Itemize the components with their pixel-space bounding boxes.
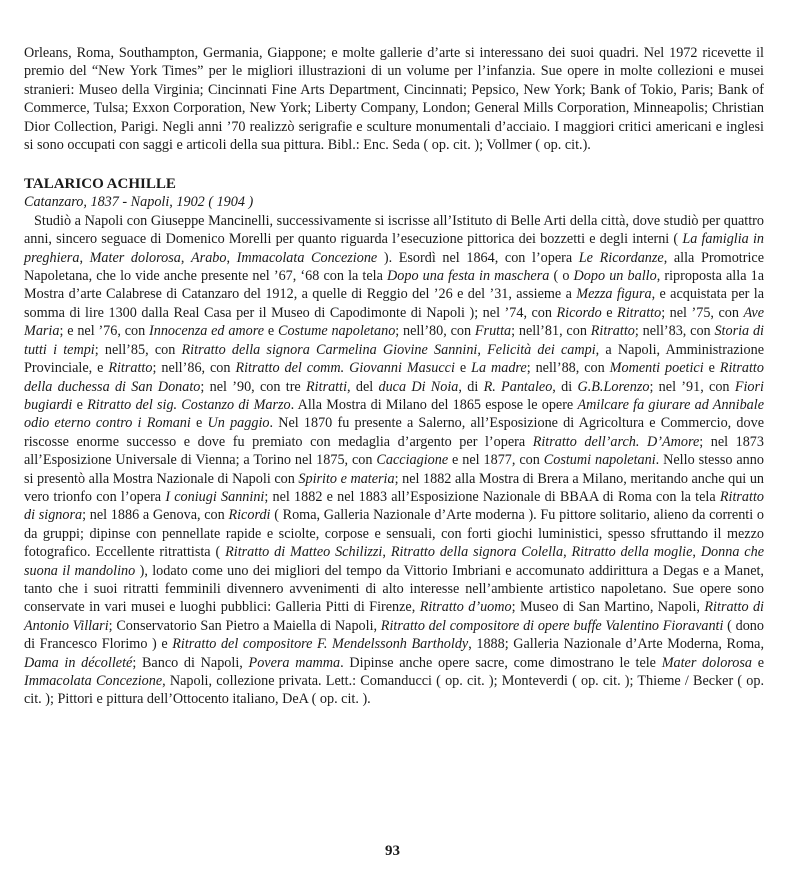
text-run: ; e nel ’76, con: [59, 323, 150, 340]
italic-title: Costume napoletano: [277, 323, 396, 340]
italic-title: Ritratto della signora Colella: [390, 544, 564, 561]
italic-title: Ritratto della signora Carmelina Giovine Sannini: [181, 341, 478, 358]
text-run: e: [264, 323, 278, 340]
italic-title: Ritratto del sig. Costanzo di Marzo: [87, 396, 291, 413]
italic-title: Povera mamma: [248, 654, 341, 671]
italic-title: La famiglia in preghiera: [24, 231, 764, 266]
italic-title: Un paggio: [207, 415, 270, 432]
italic-title: Mater dolorosa: [89, 249, 181, 266]
italic-title: Ave Maria: [24, 304, 764, 340]
italic-title: Ricordi: [228, 507, 271, 524]
italic-title: Frutta: [474, 323, 512, 340]
italic-title: Ritratto dell’arch. D’Amore: [532, 433, 700, 450]
text-run: e: [752, 654, 764, 671]
page-number: 93: [385, 843, 400, 859]
text-run: ; nell’83, con: [634, 323, 715, 340]
text-run: ; Conservatorio San Pietro a Maiella di Napoli,: [108, 617, 381, 634]
italic-title: Ritratto della moglie: [571, 544, 693, 561]
text-run: ), lodato come uno dei migliori del tempo da Vittorio Imbriani e accomunato addirittura a Degas e a Manet, tanto che i suoi ritratti femminili divennero avvenimenti di alto interesse nell’ambiente artistico napoletano. Sue opere sono conservate in vari musei e luoghi pubblici: Galleria Pitti di Firenze,: [24, 562, 764, 616]
text-run: e: [601, 304, 618, 321]
text-run: ,: [79, 249, 90, 266]
text-run: ,: [180, 249, 191, 266]
italic-title: La madre: [471, 360, 527, 377]
italic-title: Dopo una festa in maschera: [387, 268, 550, 285]
text-run: ; nel ’90, con tre: [200, 378, 307, 395]
italic-title: G.B.Lorenzo: [577, 378, 650, 395]
entry-subtitle: Catanzaro, 1837 - Napoli, 1902 ( 1904 ): [24, 194, 254, 211]
italic-title: Ritratto: [108, 360, 153, 377]
text-run: , di: [458, 378, 484, 395]
italic-title: Ritratto di signora: [24, 488, 765, 524]
italic-title: Ritratto di Matteo Schilizzi: [225, 544, 383, 561]
text-run: . Dipinse anche opere sacre, come dimostrano le tele: [340, 654, 662, 671]
text-run: ,: [563, 544, 572, 561]
italic-title: Felicità dei campi: [487, 341, 596, 358]
text-run: ,: [226, 249, 237, 266]
italic-title: Ritratto del comm. Giovanni Masucci: [235, 360, 455, 377]
text-run: , 1888; Galleria Nazionale d’Arte Moderna, Roma,: [468, 636, 764, 653]
italic-title: I coniugi Sannini: [165, 488, 265, 505]
text-run: , riproposta alla 1a Mostra d’arte Calabrese di Catanzaro del 1912, a quelle di Reggio del ’26 e del ’31, assieme a: [24, 268, 765, 303]
italic-title: Donna che suona il mandolino: [24, 544, 764, 579]
text-run: ; Museo di San Martino, Napoli,: [511, 599, 705, 616]
text-run: e nel 1877, con: [448, 452, 544, 469]
text-run: ; nel ’91, con: [649, 378, 735, 395]
italic-title: Cacciagione: [376, 452, 449, 469]
italic-title: Fiori bugiardi: [24, 378, 764, 413]
text-run: . Alla Mostra di Milano del 1865 espose le opere: [290, 396, 578, 413]
text-run: ( Roma, Galleria Nazionale d’Arte moderna ). Fu pittore solitario, alieno da correnti o da gruppi; dipinse con pennellate rapide e sciolte, corpose e sensuali, con forti giochi luministici, spesso sfruttando il mezzo fotografico. Eccellente ritrattista (: [24, 507, 764, 561]
text-run: . Nel 1870 fu presente a Salerno, all’Esposizione di Agricoltura e Commercio, dove riscosse enorme successo e dove fu premiato con medaglia d’argento per l’opera: [24, 415, 764, 450]
italic-title: Spirito e materia: [298, 470, 395, 487]
italic-title: Innocenza ed amore: [149, 323, 265, 340]
text-run: ; nel 1886 a Genova, con: [82, 507, 229, 524]
italic-title: Momenti poetici: [609, 360, 704, 377]
text-run: ,: [382, 544, 391, 561]
text-run: ; nel ’75, con: [661, 304, 744, 321]
text-run: e: [703, 360, 720, 377]
text-run: , a Napoli, Amministrazione Provinciale, e: [24, 341, 764, 377]
italic-title: Dopo un ballo: [573, 268, 657, 285]
text-run: ; nell’81, con: [511, 323, 591, 340]
text-run: , del: [347, 378, 379, 395]
italic-title: Arabo: [191, 249, 227, 266]
text-run: ). Esordì nel 1864, con l’opera: [377, 249, 579, 266]
italic-title: Dama in décolleté: [24, 654, 133, 671]
italic-title: duca Di Noia: [378, 378, 459, 395]
text-run: e: [72, 396, 88, 413]
italic-title: Ritratto del compositore di opere buffe Valentino Fioravanti: [380, 617, 724, 634]
text-run: ; nell’86, con: [152, 360, 236, 377]
italic-title: Mater dolorosa: [661, 654, 752, 671]
text-run: , e acquistata per la somma di lire 1300 dalla Real Casa per il Museo di Capodimonte di Napoli ); nel ’74, con: [24, 286, 764, 321]
italic-title: Immacolata Concezione: [236, 249, 378, 266]
italic-title: R. Pantaleo: [483, 378, 553, 395]
text-run: Orleans, Roma, Southampton, Germania, Giappone; e molte gallerie d’arte si interessano dei suoi quadri. Nel 1972 ricevette il premio del “New York Times” per le migliori illustrazioni di un volume per l’infanzia. Sue opere in molte collezioni e musei stranieri: Museo della Virginia; Cincinnati Fine Arts Department, Cincinnati; Pepsico, New York; Bank of Tokio, Paris; Bank of Commerce, Tulsa; Exxon Corporation, New York; Liberty Company, London; General Mills Corporation, Minneapolis; Christian Dior Collection, Parigi. Negli anni ’70 realizzò serigrafie e sculture monumentali d’acciaio. I maggiori critici americani e inglesi si sono occupati con saggi e articoli della sua pittura. Bibl.: Enc. Seda ( op. cit. ); Vollmer ( op. cit.).: [24, 45, 764, 154]
page-content: [24, 44, 764, 709]
text-run: , di: [552, 378, 578, 395]
text-run: ; nel 1882 alla Mostra di Brera a Milano, meritando anche qui un vero trionfo con l’opera: [24, 470, 765, 505]
entry-heading: TALARICO ACHILLE: [24, 176, 176, 193]
italic-title: Ritratto: [617, 304, 662, 321]
text-run: , alla Promotrice Napoletana, che lo vide anche presente nel ’67, ‘68 con la tela: [24, 249, 765, 285]
italic-title: Ritratto: [590, 323, 635, 340]
text-run: ,: [692, 544, 701, 561]
text-run: ; nel 1873 all’Esposizione Universale di Vienna; a Torino nel 1875, con: [24, 433, 764, 469]
italic-title: Le Ricordanze: [578, 249, 664, 266]
italic-title: Ritratto della duchessa di San Donato: [24, 360, 764, 395]
italic-title: Costumi napoletani: [543, 452, 656, 469]
text-run: ; nell’88, con: [526, 360, 610, 377]
entry-body: [24, 212, 764, 709]
italic-title: Amilcare fa giurare ad Annibale odio eterno contro i Romani: [24, 396, 765, 432]
text-run: ( o: [549, 268, 574, 285]
italic-title: Ritratto di Antonio Villari: [24, 599, 764, 634]
italic-title: Ritratti: [306, 378, 348, 395]
italic-title: Mezza figura: [576, 286, 652, 303]
text-run: e: [454, 360, 472, 377]
italic-title: Immacolata Concezione: [24, 673, 163, 689]
text-run: ; nel 1882 e nel 1883 all’Esposizione Nazionale di BBAA di Roma con la tela: [264, 488, 720, 505]
text-run: ,: [477, 341, 488, 358]
text-run: ; nell’80, con: [395, 323, 475, 340]
text-run: ; Banco di Napoli,: [132, 654, 249, 671]
italic-title: Storia di tutti i tempi: [24, 323, 764, 358]
text-run: . Nello stesso anno si presentò alla Mostra Nazionale di Napoli con: [24, 452, 764, 487]
text-run: , Napoli, collezione privata. Lett.: Comanducci ( op. cit. ); Monteverdi ( op. cit. ); Thieme / Becker ( op. cit. ); Pittori e pittura dell’Ottocento italiano, DeA ( op. cit. ).: [24, 673, 764, 708]
italic-title: Ricordo: [556, 304, 602, 321]
text-run: ( dono di Francesco Florimo ) e: [24, 617, 764, 653]
text-run: e: [190, 415, 208, 432]
text-run: Studiò a Napoli con Giuseppe Mancinelli, successivamente si iscrisse all’Istituto di Belle Arti della città, dove studiò per quattro anni, sincero seguace di Domenico Morelli per quanto riguarda l’esecuzione pittorica dei bozzetti e degli interni (: [24, 212, 764, 248]
italic-title: Ritratto del compositore F. Mendelssonh Bartholdy: [172, 636, 469, 653]
intro-paragraph: [24, 44, 764, 154]
italic-title: Ritratto d’uomo: [419, 599, 512, 616]
text-run: ; nell’85, con: [94, 341, 182, 358]
